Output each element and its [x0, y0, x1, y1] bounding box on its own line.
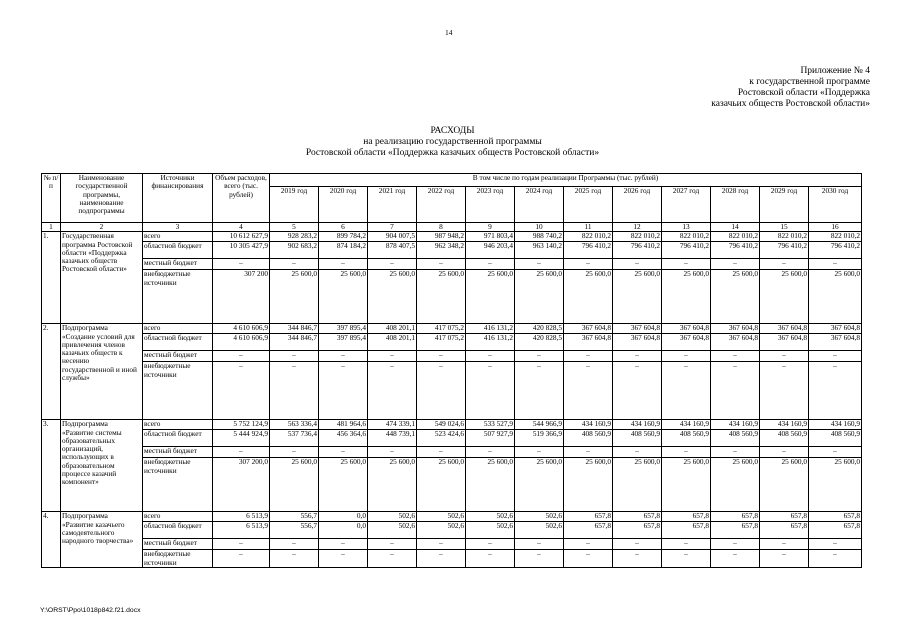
total-value: 5 752 124,9 [213, 420, 270, 430]
year-value: 397 895,4 [319, 334, 368, 351]
year-value: – [711, 259, 760, 270]
header-year: 2021 год [368, 187, 417, 223]
year-value: 25 600,0 [368, 458, 417, 512]
year-value: – [760, 550, 809, 568]
column-number: 3 [143, 223, 213, 232]
year-value: 25 600,0 [760, 270, 809, 324]
year-value: 434 160,9 [760, 420, 809, 430]
year-value: – [466, 447, 515, 458]
total-value: – [213, 550, 270, 568]
year-value: 344 846,7 [270, 324, 319, 334]
total-value: 10 305 427,9 [213, 242, 270, 259]
year-value: 434 160,9 [711, 420, 760, 430]
program-name: Подпрограмма «Развитие системы образовательных организаций, использующих в образовательном процессе казачий компонент» [61, 420, 143, 512]
year-value: – [466, 539, 515, 550]
funding-source: всего [143, 232, 213, 242]
year-value: – [368, 351, 417, 362]
year-value: 657,8 [662, 522, 711, 539]
year-value: 556,7 [270, 512, 319, 522]
year-value: 822 010,2 [564, 232, 613, 242]
year-value: – [564, 539, 613, 550]
total-value: 5 444 924,9 [213, 430, 270, 447]
year-value: 408 560,9 [613, 430, 662, 447]
year-value: – [319, 550, 368, 568]
year-value: 434 160,9 [613, 420, 662, 430]
year-value: – [564, 550, 613, 568]
year-value: 420 828,5 [515, 334, 564, 351]
year-value: 796 410,2 [662, 242, 711, 259]
table-row [42, 539, 862, 550]
year-value: 502,6 [466, 512, 515, 522]
year-value: – [809, 539, 862, 550]
table-row [42, 458, 862, 512]
table-row [42, 447, 862, 458]
column-number: 12 [613, 223, 662, 232]
year-value: 902 683,2 [270, 242, 319, 259]
column-number: 7 [368, 223, 417, 232]
expenses-table [41, 173, 862, 568]
table-row [42, 522, 862, 539]
funding-source: областной бюджет [143, 334, 213, 351]
header-year: 2023 год [466, 187, 515, 223]
year-value: 434 160,9 [564, 420, 613, 430]
year-value: 946 203,4 [466, 242, 515, 259]
total-value: 4 610 606,9 [213, 334, 270, 351]
year-value: – [270, 447, 319, 458]
table-row [42, 324, 862, 334]
year-value: 519 366,9 [515, 430, 564, 447]
year-value: 822 010,2 [613, 232, 662, 242]
funding-source: местный бюджет [143, 447, 213, 458]
table-row [42, 420, 862, 430]
year-value: 502,6 [417, 512, 466, 522]
column-number: 4 [213, 223, 270, 232]
funding-source: местный бюджет [143, 259, 213, 270]
year-value: 367 604,8 [711, 324, 760, 334]
year-value: 25 600,0 [417, 458, 466, 512]
column-number: 15 [760, 223, 809, 232]
funding-source: всего [143, 324, 213, 334]
year-value: 507 927,9 [466, 430, 515, 447]
year-value: 822 010,2 [662, 232, 711, 242]
year-value: – [368, 550, 417, 568]
column-number: 5 [270, 223, 319, 232]
year-value: 25 600,0 [662, 458, 711, 512]
column-number: 11 [564, 223, 613, 232]
year-value: – [760, 351, 809, 362]
year-value: – [466, 362, 515, 420]
year-value: 25 600,0 [417, 270, 466, 324]
funding-source: местный бюджет [143, 351, 213, 362]
year-value: 537 736,4 [270, 430, 319, 447]
column-number: 10 [515, 223, 564, 232]
title-line: Ростовской области «Поддержка казачьих обществ Ростовской области» [305, 148, 600, 158]
funding-source: внебюджетные источники [143, 458, 213, 512]
year-value: 25 600,0 [319, 270, 368, 324]
appendix-line: казачьих обществ Ростовской области» [711, 99, 870, 109]
year-value: 408 201,1 [368, 334, 417, 351]
total-value: – [213, 351, 270, 362]
year-value: 481 964,6 [319, 420, 368, 430]
year-value: 502,6 [515, 522, 564, 539]
appendix-line: Приложение № 4 [800, 66, 870, 76]
year-value: – [417, 351, 466, 362]
year-value: – [417, 259, 466, 270]
year-value: – [270, 539, 319, 550]
year-value: 25 600,0 [613, 270, 662, 324]
year-value: – [319, 362, 368, 420]
column-number: 1 [42, 223, 61, 232]
header-num: № п/п [42, 174, 61, 223]
year-value: 657,8 [564, 522, 613, 539]
year-value: – [711, 550, 760, 568]
year-value: – [662, 550, 711, 568]
appendix-line: к государственной программе [749, 77, 870, 87]
year-value: 549 024,6 [417, 420, 466, 430]
year-value: 367 604,8 [760, 324, 809, 334]
year-value: 822 010,2 [760, 232, 809, 242]
year-value: 367 604,8 [613, 334, 662, 351]
header-year: 2019 год [270, 187, 319, 223]
year-value: – [809, 362, 862, 420]
program-name: Подпрограмма «Создание условий для привлечения членов казачьих обществ к несению государственной и иной службы» [61, 324, 143, 420]
funding-source: местный бюджет [143, 539, 213, 550]
row-number: 1. [42, 232, 61, 324]
table-row [42, 334, 862, 351]
year-value: 408 201,1 [368, 324, 417, 334]
appendix-header [711, 66, 870, 110]
year-value: 408 560,9 [564, 430, 613, 447]
year-value: – [662, 447, 711, 458]
year-value: – [515, 550, 564, 568]
program-name: Подпрограмма «Развитие казачьего самодеятельного народного творчества» [61, 512, 143, 568]
year-value: 533 527,9 [466, 420, 515, 430]
table-row [42, 259, 862, 270]
row-number: 3. [42, 420, 61, 512]
year-value: – [368, 539, 417, 550]
year-value: – [760, 447, 809, 458]
row-number: 4. [42, 512, 61, 568]
year-value: 367 604,8 [760, 334, 809, 351]
year-value: – [515, 259, 564, 270]
year-value: – [662, 351, 711, 362]
document-title [0, 126, 905, 159]
year-value: – [466, 351, 515, 362]
year-value: – [417, 539, 466, 550]
year-value: 657,8 [613, 522, 662, 539]
year-value: – [711, 539, 760, 550]
year-value: – [711, 351, 760, 362]
year-value: – [760, 539, 809, 550]
appendix-line: Ростовской области «Поддержка [737, 88, 870, 98]
year-value: 963 140,2 [515, 242, 564, 259]
year-value: – [809, 550, 862, 568]
program-name: Государственная программа Ростовской области «Поддержка казачьих обществ Ростовской области» [61, 232, 143, 324]
year-value: 0,0 [319, 522, 368, 539]
table-row [42, 242, 862, 259]
year-value: 502,6 [368, 512, 417, 522]
column-number: 14 [711, 223, 760, 232]
row-number: 2. [42, 324, 61, 420]
year-value: 796 410,2 [809, 242, 862, 259]
year-value: 657,8 [564, 512, 613, 522]
column-number: 8 [417, 223, 466, 232]
year-value: – [319, 259, 368, 270]
year-value: – [319, 351, 368, 362]
year-value: 822 010,2 [711, 232, 760, 242]
year-value: 367 604,8 [809, 334, 862, 351]
year-value: 502,6 [466, 522, 515, 539]
year-value: – [564, 447, 613, 458]
year-value: 523 424,6 [417, 430, 466, 447]
total-value: – [213, 539, 270, 550]
year-value: 988 740,2 [515, 232, 564, 242]
year-value: 657,8 [809, 512, 862, 522]
header-year: 2026 год [613, 187, 662, 223]
total-value: 6 513,9 [213, 522, 270, 539]
year-value: – [270, 351, 319, 362]
header-year: 2024 год [515, 187, 564, 223]
header-year: 2022 год [417, 187, 466, 223]
year-value: – [270, 362, 319, 420]
year-value: – [662, 362, 711, 420]
year-value: 796 410,2 [711, 242, 760, 259]
year-value: 416 131,2 [466, 324, 515, 334]
title-line: РАСХОДЫ [430, 126, 475, 136]
column-number: 2 [61, 223, 143, 232]
year-value: 408 560,9 [711, 430, 760, 447]
total-value: 307 200,0 [213, 458, 270, 512]
year-value: 25 600,0 [319, 458, 368, 512]
year-value: 657,8 [809, 522, 862, 539]
funding-source: внебюджетные источники [143, 270, 213, 324]
table-row [42, 550, 862, 568]
year-value: 367 604,8 [809, 324, 862, 334]
total-value: 6 513,9 [213, 512, 270, 522]
year-value: – [613, 550, 662, 568]
year-value: – [368, 362, 417, 420]
table-row [42, 351, 862, 362]
year-value: 657,8 [711, 522, 760, 539]
year-value: 25 600,0 [564, 270, 613, 324]
header-year: 2020 год [319, 187, 368, 223]
year-value: – [760, 362, 809, 420]
year-value: – [515, 351, 564, 362]
year-value: – [564, 362, 613, 420]
year-value: – [613, 362, 662, 420]
year-value: 420 828,5 [515, 324, 564, 334]
total-value: 307 200 [213, 270, 270, 324]
total-value: 4 610 606,9 [213, 324, 270, 334]
year-value: 25 600,0 [760, 458, 809, 512]
year-value: 25 600,0 [466, 458, 515, 512]
year-value: 434 160,9 [809, 420, 862, 430]
year-value: 397 895,4 [319, 324, 368, 334]
year-value: – [613, 259, 662, 270]
year-value: 971 803,4 [466, 232, 515, 242]
header-sources: Источники финансирования [143, 174, 213, 223]
year-value: – [515, 447, 564, 458]
funding-source: всего [143, 512, 213, 522]
year-value: – [711, 362, 760, 420]
year-value: 367 604,8 [564, 334, 613, 351]
funding-source: областной бюджет [143, 430, 213, 447]
year-value: 474 339,1 [368, 420, 417, 430]
column-number: 6 [319, 223, 368, 232]
funding-source: областной бюджет [143, 522, 213, 539]
year-value: 822 010,2 [809, 232, 862, 242]
year-value: – [466, 259, 515, 270]
column-number: 9 [466, 223, 515, 232]
year-value: 25 600,0 [466, 270, 515, 324]
table-row [42, 362, 862, 420]
year-value: – [613, 539, 662, 550]
year-value: 657,8 [711, 512, 760, 522]
file-path-footer: Y:\ORST\Ppo\1018p842.f21.docx [40, 607, 141, 614]
table-row [42, 430, 862, 447]
year-value: – [417, 362, 466, 420]
total-value: – [213, 259, 270, 270]
year-value: 796 410,2 [564, 242, 613, 259]
year-value: 544 966,9 [515, 420, 564, 430]
funding-source: внебюджетные источники [143, 550, 213, 568]
year-value: 563 336,4 [270, 420, 319, 430]
year-value: 25 600,0 [564, 458, 613, 512]
year-value: 367 604,8 [564, 324, 613, 334]
year-value: 899 784,2 [319, 232, 368, 242]
column-number: 16 [809, 223, 862, 232]
column-number: 13 [662, 223, 711, 232]
year-value: 502,6 [368, 522, 417, 539]
header-year: 2025 год [564, 187, 613, 223]
year-value: 25 600,0 [515, 458, 564, 512]
year-value: 367 604,8 [711, 334, 760, 351]
year-value: 25 600,0 [270, 458, 319, 512]
year-value: – [515, 539, 564, 550]
table-row [42, 270, 862, 324]
year-value: – [417, 447, 466, 458]
year-value: – [270, 550, 319, 568]
year-value: 25 600,0 [711, 270, 760, 324]
header-year: 2028 год [711, 187, 760, 223]
year-value: 878 407,5 [368, 242, 417, 259]
year-value: 25 600,0 [809, 458, 862, 512]
table-row [42, 512, 862, 522]
year-value: 417 075,2 [417, 324, 466, 334]
year-value: – [515, 362, 564, 420]
year-value: – [662, 539, 711, 550]
year-value: – [368, 259, 417, 270]
year-value: 987 948,2 [417, 232, 466, 242]
year-value: – [809, 447, 862, 458]
year-value: 416 131,2 [466, 334, 515, 351]
total-value: 10 612 627,9 [213, 232, 270, 242]
year-value: 344 846,7 [270, 334, 319, 351]
year-value: 367 604,8 [613, 324, 662, 334]
year-value: 904 007,5 [368, 232, 417, 242]
year-value: 25 600,0 [711, 458, 760, 512]
year-value: – [613, 351, 662, 362]
year-value: 367 604,8 [662, 324, 711, 334]
year-value: 25 600,0 [613, 458, 662, 512]
year-value: – [809, 259, 862, 270]
year-value: 502,6 [515, 512, 564, 522]
year-value: – [270, 259, 319, 270]
year-value: 25 600,0 [809, 270, 862, 324]
year-value: – [760, 259, 809, 270]
title-line: на реализацию государственной программы [363, 137, 542, 147]
year-value: 25 600,0 [368, 270, 417, 324]
year-value: – [319, 539, 368, 550]
year-value: 0,0 [319, 512, 368, 522]
year-value: 657,8 [760, 522, 809, 539]
year-value: 25 600,0 [662, 270, 711, 324]
year-value: – [417, 550, 466, 568]
funding-source: всего [143, 420, 213, 430]
year-value: – [319, 447, 368, 458]
funding-source: внебюджетные источники [143, 362, 213, 420]
year-value: 417 075,2 [417, 334, 466, 351]
year-value: 796 410,2 [760, 242, 809, 259]
year-value: 408 560,9 [662, 430, 711, 447]
year-value: 657,8 [760, 512, 809, 522]
year-value: 408 560,9 [809, 430, 862, 447]
year-value: 434 160,9 [662, 420, 711, 430]
year-value: 874 184,2 [319, 242, 368, 259]
year-value: 25 600,0 [515, 270, 564, 324]
header-year: 2030 год [809, 187, 862, 223]
header-year: 2029 год [760, 187, 809, 223]
year-value: – [809, 351, 862, 362]
year-value: 657,8 [662, 512, 711, 522]
year-value: 928 283,2 [270, 232, 319, 242]
year-value: – [368, 447, 417, 458]
header-volume: Объем расходов, всего (тыс. рублей) [213, 174, 270, 223]
year-value: – [466, 550, 515, 568]
year-value: 962 348,2 [417, 242, 466, 259]
year-value: 408 560,9 [760, 430, 809, 447]
year-value: 796 410,2 [613, 242, 662, 259]
year-value: 456 364,6 [319, 430, 368, 447]
year-value: 25 600,0 [270, 270, 319, 324]
year-value: 556,7 [270, 522, 319, 539]
table-row [42, 232, 862, 242]
year-value: 502,6 [417, 522, 466, 539]
funding-source: областной бюджет [143, 242, 213, 259]
total-value: – [213, 447, 270, 458]
year-value: 367 604,8 [662, 334, 711, 351]
year-value: 448 739,1 [368, 430, 417, 447]
year-value: – [711, 447, 760, 458]
header-year: 2027 год [662, 187, 711, 223]
header-name: Наименование государственной программы, наименование подпрограммы [61, 174, 143, 223]
year-value: – [564, 259, 613, 270]
year-value: – [662, 259, 711, 270]
header-by-year: В том числе по годам реализации Программы (тыс. рублей) [270, 174, 862, 187]
year-value: 657,8 [613, 512, 662, 522]
year-value: – [613, 447, 662, 458]
total-value: – [213, 362, 270, 420]
year-value: – [564, 351, 613, 362]
page-number: 14 [445, 28, 453, 37]
